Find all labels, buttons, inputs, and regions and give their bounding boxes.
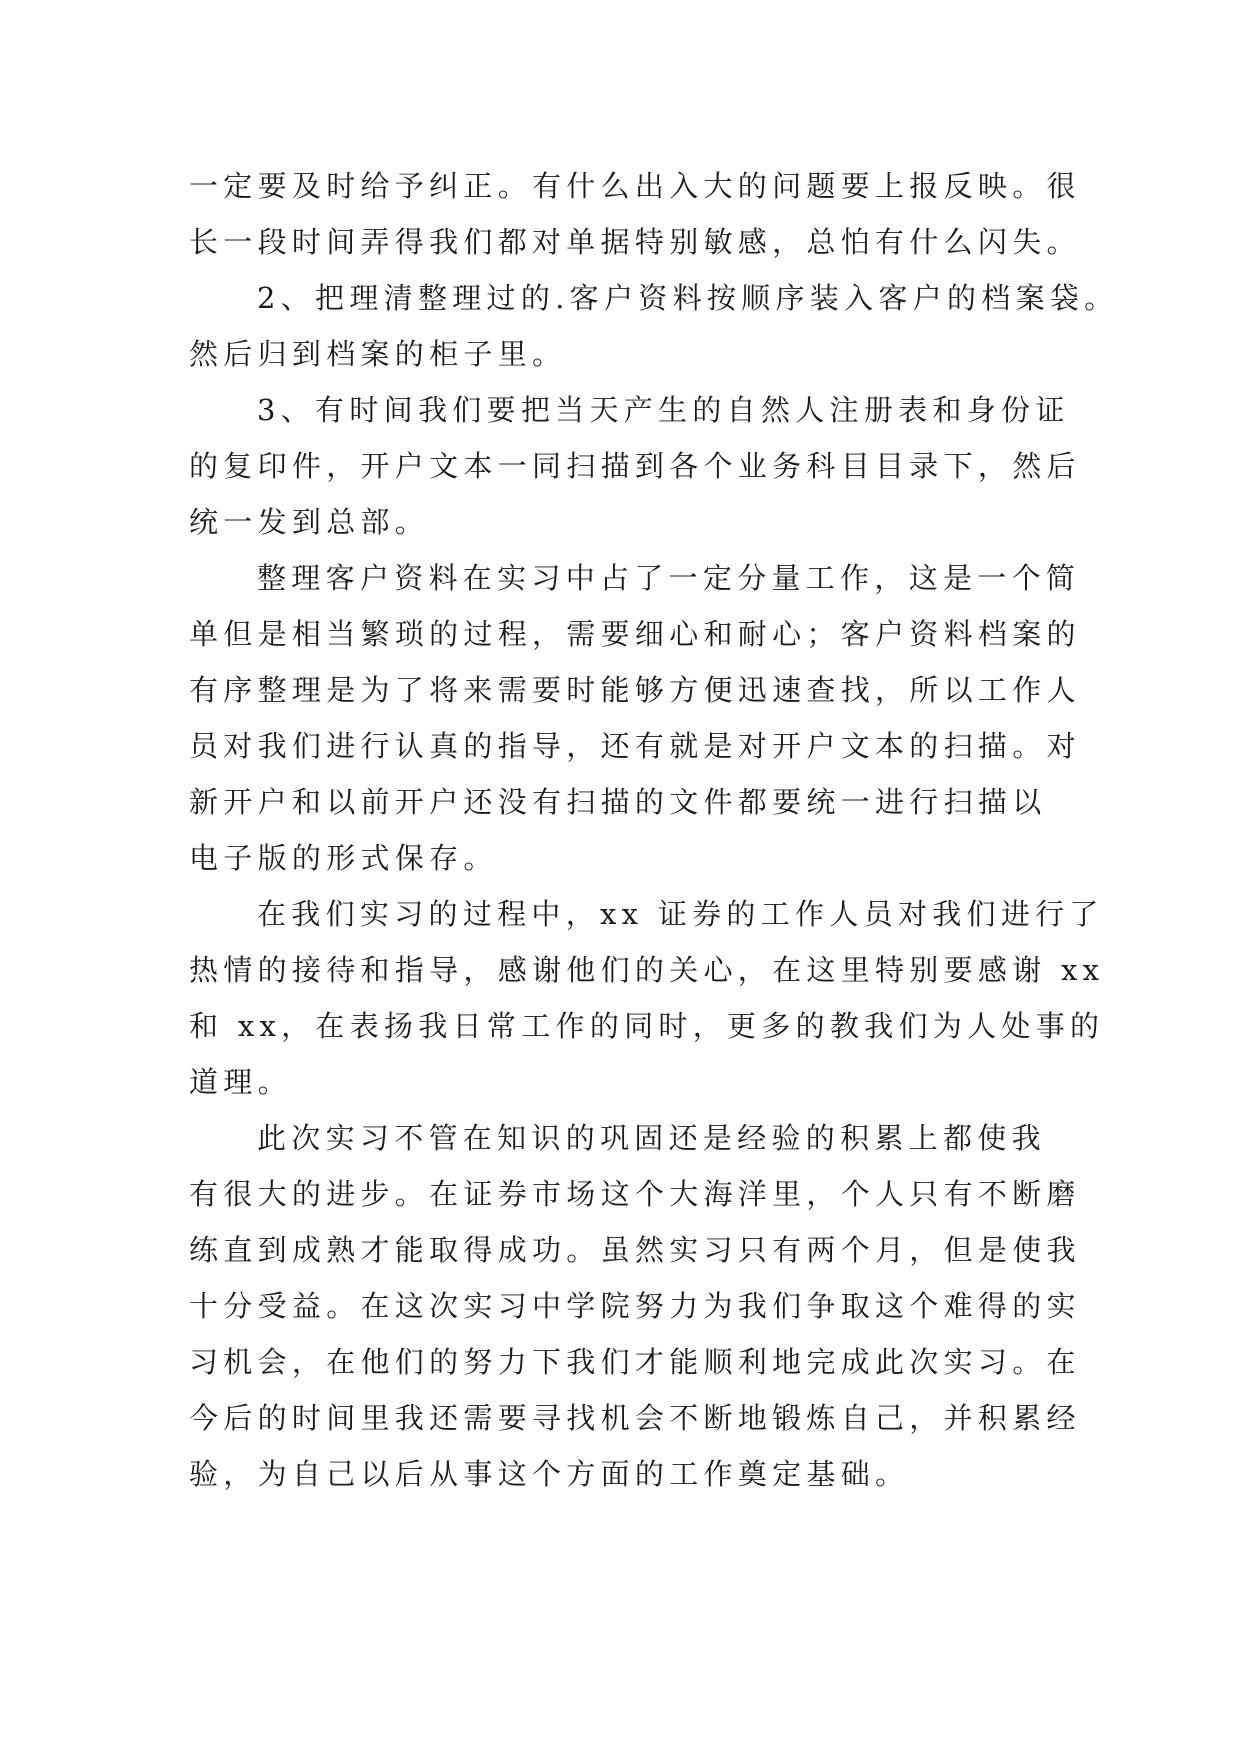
- text-line: 和 xx，在表扬我日常工作的同时，更多的教我们为人处事的: [189, 1009, 1105, 1043]
- text-line: 2、把理清整理过的.客户资料按顺序装入客户的档案袋。: [257, 281, 1119, 315]
- text-line: 一定要及时给予纠正。有什么出入大的问题要上报反映。很: [189, 169, 1081, 203]
- text-line: 员对我们进行认真的指导，还有就是对开户文本的扫描。对: [189, 729, 1081, 763]
- text-line: 电子版的形式保存。: [189, 841, 498, 875]
- text-line: 验，为自己以后从事这个方面的工作奠定基础。: [189, 1457, 910, 1491]
- text-line: 今后的时间里我还需要寻找机会不断地锻炼自己，并积累经: [189, 1401, 1081, 1435]
- text-line: 练直到成熟才能取得成功。虽然实习只有两个月，但是使我: [189, 1233, 1081, 1267]
- text-line: 有很大的进步。在证券市场这个大海洋里，个人只有不断磨: [189, 1177, 1081, 1211]
- text-line: 在我们实习的过程中，xx 证券的工作人员对我们进行了: [257, 897, 1104, 931]
- text-line: 道理。: [189, 1065, 292, 1099]
- text-line: 此次实习不管在知识的巩固还是经验的积累上都使我: [257, 1121, 1046, 1155]
- text-line: 整理客户资料在实习中占了一定分量工作，这是一个简: [257, 561, 1081, 595]
- text-line: 习机会，在他们的努力下我们才能顺利地完成此次实习。在: [189, 1345, 1081, 1379]
- text-line: 然后归到档案的柜子里。: [189, 337, 567, 371]
- text-line: 单但是相当繁琐的过程，需要细心和耐心；客户资料档案的: [189, 617, 1081, 651]
- text-line: 3、有时间我们要把当天产生的自然人注册表和身份证: [257, 393, 1070, 427]
- text-line: 十分受益。在这次实习中学院努力为我们争取这个难得的实: [189, 1289, 1081, 1323]
- text-line: 新开户和以前开户还没有扫描的文件都要统一进行扫描以: [189, 785, 1047, 819]
- text-line: 的复印件，开户文本一同扫描到各个业务科目目录下，然后: [189, 449, 1081, 483]
- text-line: 统一发到总部。: [189, 505, 430, 539]
- text-line: 有序整理是为了将来需要时能够方便迅速查找，所以工作人: [189, 673, 1081, 707]
- text-line: 长一段时间弄得我们都对单据特别敏感，总怕有什么闪失。: [189, 225, 1081, 259]
- text-line: 热情的接待和指导，感谢他们的关心，在这里特别要感谢 xx: [189, 953, 1105, 987]
- document-body: [189, 158, 1119, 1502]
